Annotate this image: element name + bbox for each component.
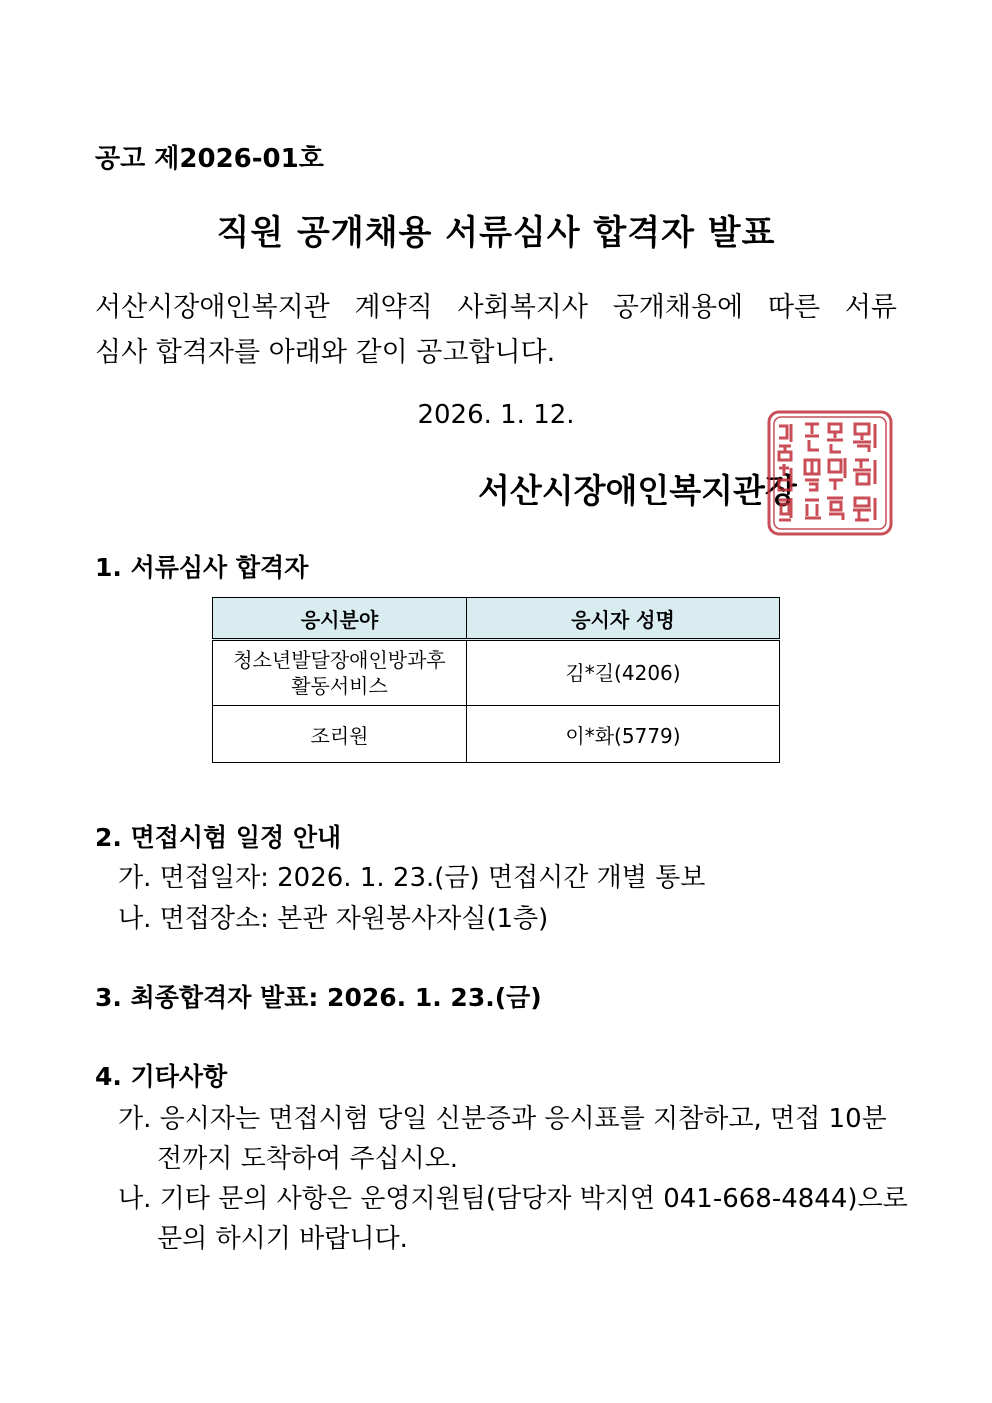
column-header-field: 응시분야 (213, 598, 467, 640)
note-a-line-2: 전까지 도착하여 주십시오. (157, 1144, 459, 1174)
intro-line-2: 심사 합격자를 아래와 같이 공고합니다. (95, 337, 556, 368)
name-cell: 김*길(4206) (467, 640, 780, 706)
column-header-name: 응시자 성명 (467, 598, 780, 640)
announcement-date: 2026. 1. 12. (417, 400, 575, 430)
document-title: 직원 공개채용 서류심사 합격자 발표 (216, 213, 776, 253)
field-cell (213, 640, 467, 706)
results-table (212, 597, 780, 763)
field-cell: 조리원 (213, 706, 467, 763)
note-b-line-2: 문의 하시기 바랍니다. (157, 1224, 408, 1254)
official-seal-icon (765, 408, 895, 538)
section-3-heading: 3. 최종합격자 발표: 2026. 1. 23.(금) (95, 983, 542, 1012)
note-a-line-1: 가. 응시자는 면접시험 당일 신분증과 응시표를 지참하고, 면접 10분 (118, 1104, 887, 1134)
section-1-heading: 1. 서류심사 합격자 (95, 553, 309, 582)
interview-location-item: 나. 면접장소: 본관 자원봉사자실(1층) (118, 904, 549, 934)
section-2-heading: 2. 면접시험 일정 안내 (95, 823, 342, 852)
field-cell-line-2: 활동서비스 (291, 674, 388, 698)
interview-date-item: 가. 면접일자: 2026. 1. 23.(금) 면접시간 개별 통보 (118, 863, 706, 893)
section-4-heading: 4. 기타사항 (95, 1062, 228, 1091)
table-header-row (213, 598, 780, 640)
name-cell: 이*화(5779) (467, 706, 780, 763)
intro-line-1: 서산시장애인복지관 계약직 사회복지사 공개채용에 따른 서류 (95, 292, 897, 323)
table-row (213, 640, 780, 706)
notice-number: 공고 제2026-01호 (95, 144, 324, 174)
field-cell-line-1: 청소년발달장애인방과후 (233, 648, 446, 672)
note-b-line-1: 나. 기타 문의 사항은 운영지원팀(담당자 박지연 041-668-4844)으로 (118, 1184, 908, 1214)
table-row (213, 706, 780, 763)
issuer-name: 서산시장애인복지관장 (478, 471, 797, 510)
